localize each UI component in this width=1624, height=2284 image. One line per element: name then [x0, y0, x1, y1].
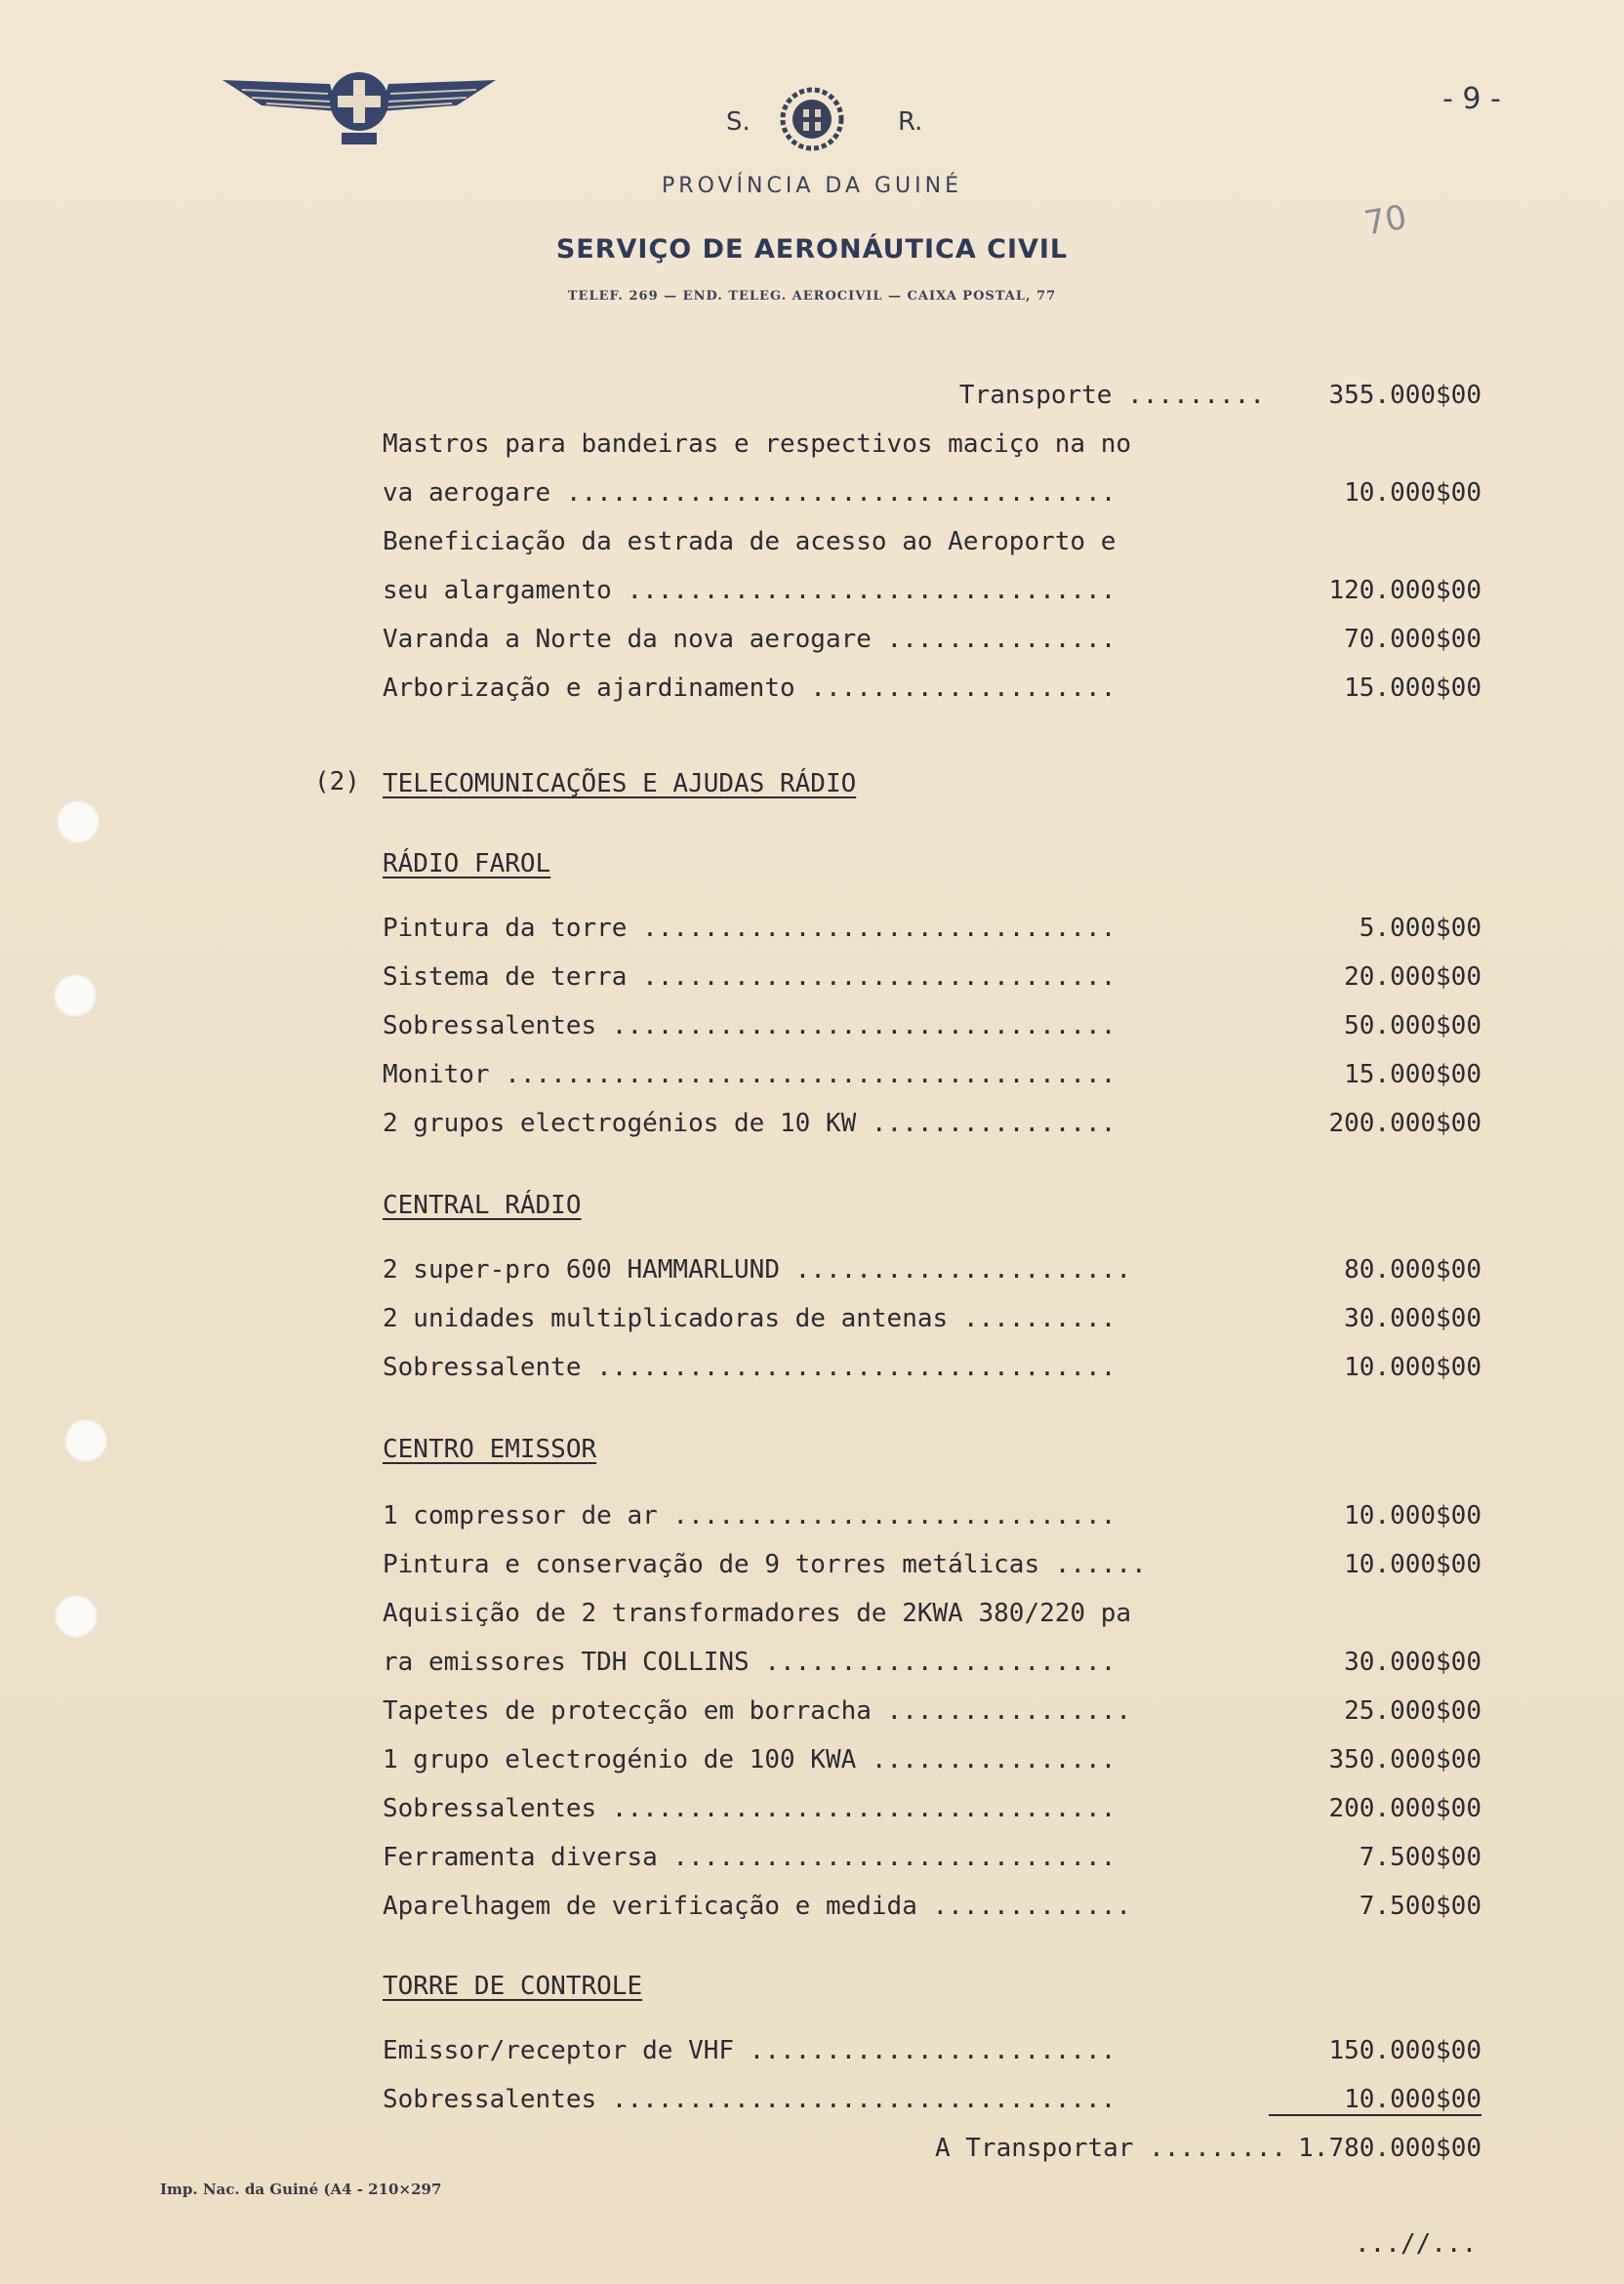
- item-label: Sobressalente ..................................: [383, 1353, 1116, 1382]
- item-amount: 10.000$00: [1344, 478, 1482, 508]
- torre-controle-heading: TORRE DE CONTROLE: [383, 1972, 643, 2001]
- item-row: [383, 1694, 1482, 1728]
- item-row: [383, 1107, 1482, 1140]
- service-title: SERVIÇO DE AERONÁUTICA CIVIL: [555, 234, 1069, 265]
- item-label: Arborização e ajardinamento ....................: [383, 673, 1116, 703]
- item-amount: 10.000$00: [1344, 1550, 1482, 1579]
- item-row: [383, 1743, 1482, 1776]
- item-row: [383, 960, 1482, 994]
- contact-line: TELEF. 269 — END. TELEG. AEROCIVIL — CAIXA POSTAL, 77: [567, 289, 1057, 304]
- item-label: Beneficiação da estrada de acesso ao Aeroporto e: [383, 527, 1116, 556]
- item-amount: 10.000$00: [1344, 1501, 1482, 1530]
- item-label: Tapetes de protecção em borracha ................: [383, 1696, 1132, 1726]
- transport-out-label: A Transportar .........: [934, 2134, 1286, 2163]
- item-amount: 70.000$00: [1344, 625, 1482, 654]
- transport-out-row: [383, 2132, 1482, 2165]
- transport-in-label: Transporte .........: [958, 381, 1265, 410]
- item-row: [383, 1646, 1482, 1679]
- item-label: Aquisição de 2 transformadores de 2KWA 380/220 pa: [383, 1599, 1132, 1628]
- item-row: [383, 574, 1482, 607]
- item-row: [383, 2034, 1482, 2067]
- item-label: Monitor ........................................: [383, 1060, 1116, 1089]
- item-row: [383, 476, 1482, 510]
- item-row: [383, 1009, 1482, 1042]
- item-row: [383, 1499, 1482, 1532]
- sum-line: [1269, 2114, 1482, 2116]
- item-label: 2 grupos electrogénios de 10 KW ................: [383, 1109, 1116, 1138]
- item-label: Varanda a Norte da nova aerogare ...............: [383, 625, 1116, 654]
- item-label: 2 unidades multiplicadoras de antenas ..........: [383, 1304, 1116, 1333]
- item-amount: 50.000$00: [1344, 1011, 1482, 1040]
- item-row: [383, 623, 1482, 656]
- section-title: TELECOMUNICAÇÕES E AJUDAS RÁDIO: [383, 769, 857, 798]
- item-label: Pintura da torre ...............................: [383, 914, 1116, 943]
- item-amount: 200.000$00: [1328, 1794, 1482, 1823]
- printer-imprint: Imp. Nac. da Guiné (A4 - 210×297: [160, 2181, 442, 2198]
- item-amount: 7.500$00: [1359, 1892, 1482, 1921]
- radio-farol-heading: RÁDIO FAROL: [383, 849, 551, 878]
- item-row: [383, 1548, 1482, 1581]
- item-label: Sistema de terra ...............................: [383, 962, 1116, 992]
- item-label: Mastros para bandeiras e respectivos maciço na no: [383, 429, 1132, 459]
- item-label: 1 grupo electrogénio de 100 KWA ................: [383, 1745, 1116, 1774]
- item-label: Sobressalentes .................................: [383, 2085, 1116, 2114]
- item-row: [383, 1890, 1482, 1923]
- item-row: [383, 1597, 1482, 1630]
- item-label: Ferramenta diversa .............................: [383, 1843, 1116, 1872]
- item-amount: 7.500$00: [1359, 1843, 1482, 1872]
- header-s-letter: S.: [726, 107, 751, 137]
- item-amount: 150.000$00: [1328, 2036, 1482, 2065]
- header-r-letter: R.: [898, 107, 923, 137]
- item-row: [383, 1253, 1482, 1286]
- item-amount: 120.000$00: [1328, 576, 1482, 605]
- item-amount: 15.000$00: [1344, 673, 1482, 703]
- item-amount: 5.000$00: [1359, 914, 1482, 943]
- item-row: [383, 1302, 1482, 1335]
- item-row: [383, 1351, 1482, 1384]
- continuation-mark: ...//...: [1355, 2229, 1478, 2259]
- item-row: [383, 672, 1482, 705]
- item-label: 2 super-pro 600 HAMMARLUND ......................: [383, 1255, 1132, 1285]
- centro-emissor-heading: CENTRO EMISSOR: [383, 1435, 597, 1464]
- page-number: - 9 -: [1442, 82, 1501, 116]
- item-amount: 350.000$00: [1328, 1745, 1482, 1774]
- item-row: [383, 1792, 1482, 1825]
- item-amount: 10.000$00: [1344, 2085, 1482, 2114]
- item-label: Pintura e conservação de 9 torres metálicas ......: [383, 1550, 1147, 1579]
- item-amount: 30.000$00: [1344, 1648, 1482, 1677]
- item-label: Emissor/receptor de VHF ........................: [383, 2036, 1116, 2065]
- punch-hole: [55, 1595, 98, 1638]
- item-row: [383, 428, 1482, 461]
- item-amount: 80.000$00: [1344, 1255, 1482, 1285]
- item-row: [383, 1058, 1482, 1091]
- item-amount: 10.000$00: [1344, 1353, 1482, 1382]
- item-label: 1 compressor de ar .............................: [383, 1501, 1116, 1530]
- transport-out-amount: 1.780.000$00: [1298, 2134, 1482, 2163]
- transport-in-amount: 355.000$00: [1328, 381, 1482, 410]
- coat-of-arms-icon: [779, 86, 845, 152]
- province-title: PROVÍNCIA DA GUINÉ: [662, 174, 962, 198]
- pencil-annotation: 70: [1360, 197, 1410, 244]
- item-amount: 30.000$00: [1344, 1304, 1482, 1333]
- item-label: Sobressalentes .................................: [383, 1794, 1116, 1823]
- item-label-cont: ra emissores TDH COLLINS .......................: [383, 1648, 1116, 1677]
- section-number: (2): [314, 767, 360, 796]
- aviation-wings-emblem-icon: [223, 62, 496, 152]
- item-amount: 20.000$00: [1344, 962, 1482, 992]
- item-amount: 200.000$00: [1328, 1109, 1482, 1138]
- transport-in-row: [383, 379, 1482, 412]
- item-label-cont: va aerogare ....................................: [383, 478, 1116, 508]
- item-label: Sobressalentes .................................: [383, 1011, 1116, 1040]
- item-row: [383, 912, 1482, 945]
- item-row: [383, 525, 1482, 558]
- item-label-cont: seu alargamento ................................: [383, 576, 1116, 605]
- punch-hole: [64, 1419, 107, 1462]
- item-amount: 15.000$00: [1344, 1060, 1482, 1089]
- central-radio-heading: CENTRAL RÁDIO: [383, 1191, 582, 1220]
- item-amount: 25.000$00: [1344, 1696, 1482, 1726]
- punch-hole: [54, 974, 97, 1017]
- item-row: [383, 2083, 1482, 2116]
- punch-hole: [57, 800, 100, 843]
- item-row: [383, 1841, 1482, 1874]
- item-label: Aparelhagem de verificação e medida .............: [383, 1892, 1132, 1921]
